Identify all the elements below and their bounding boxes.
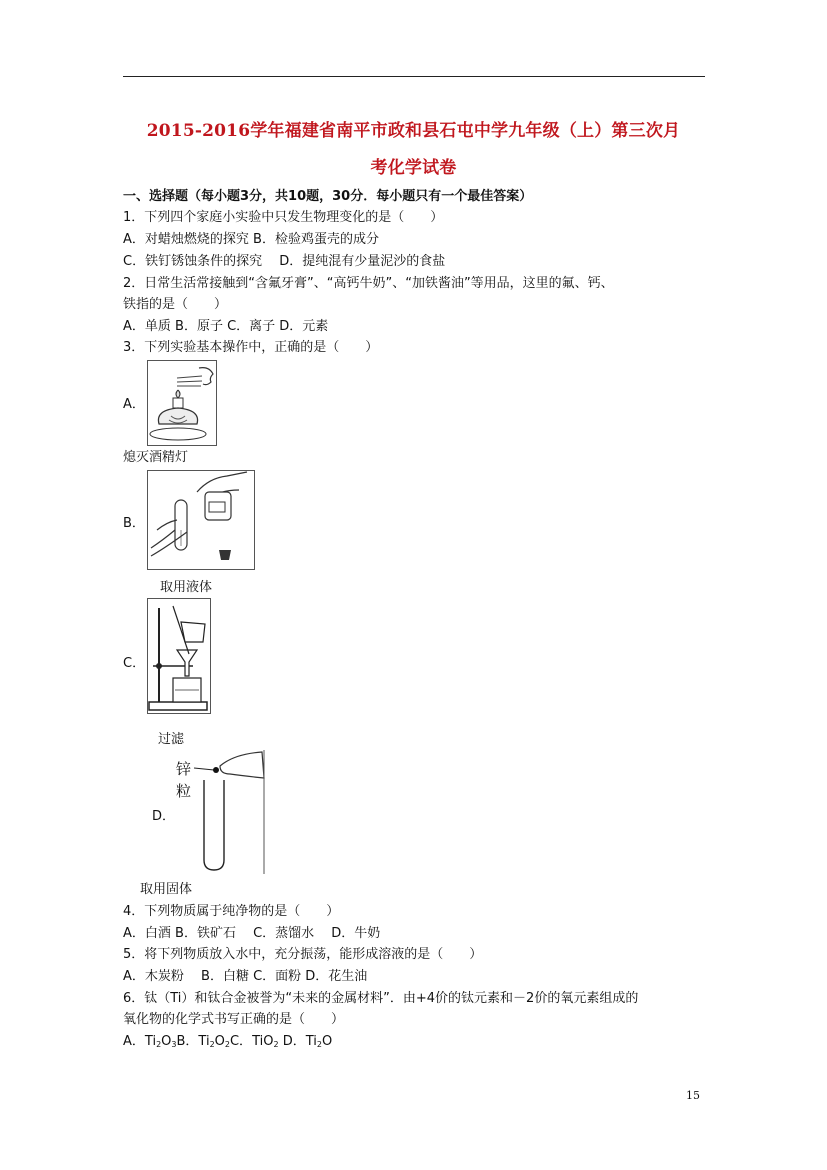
question-5-options: A．木炭粉 B．白糖 C．面粉 D．花生油 (123, 969, 368, 984)
question-2-stem-line1: 2．日常生活常接触到“含氟牙膏”、“高钙牛奶”、“加铁酱油”等用品，这里的氟、钙、 (123, 276, 614, 291)
zinc-label-1: 锌 (176, 760, 192, 778)
page-title-line1: 2015-2016学年福建省南平市政和县石屯中学九年级（上）第三次月 (146, 121, 681, 141)
question-1-stem: 1．下列四个家庭小实验中只发生物理变化的是（ ） (123, 210, 444, 225)
page-number: 15 (686, 1089, 700, 1102)
question-1-options-cd: C．铁钉锈蚀条件的探究 D．提纯混有少量泥沙的食盐 (123, 254, 446, 269)
option-a-label: A． (123, 1034, 145, 1049)
page-title-line2: 考化学试卷 (370, 158, 457, 178)
question-3-option-b-label: B． (123, 516, 145, 531)
question-3-option-b-caption: 取用液体 (160, 580, 213, 595)
question-2-stem-line2: 铁指的是（ ） (123, 297, 228, 312)
question-4-options: A．白酒 B．铁矿石 C．蒸馏水 D．牛奶 (123, 926, 381, 941)
question-3-option-a-label: A． (123, 397, 145, 412)
question-6-stem-line1: 6．钛（Ti）和钛合金被誉为“未来的金属材料”．由+4价的钛元素和－2价的氧元素组成的 (123, 991, 639, 1006)
question-3-option-d-caption: 取用固体 (140, 882, 193, 897)
question-6-stem-line2: 氧化物的化学式书写正确的是（ ） (123, 1012, 345, 1027)
question-1-options-ab: A．对蜡烛燃烧的探究 B．检验鸡蛋壳的成分 (123, 232, 379, 247)
question-3-option-d-label: D． (152, 809, 176, 824)
question-3-stem: 3．下列实验基本操作中，正确的是（ ） (123, 340, 379, 355)
section-heading: 一、选择题（每小题3分，共10题，30分．每小题只有一个最佳答案） (123, 189, 533, 204)
pouring-liquid-icon (147, 470, 255, 570)
header-rule (123, 76, 705, 77)
option-b-label: B． (176, 1034, 199, 1049)
question-3-option-c-caption: 过滤 (158, 732, 185, 747)
zinc-into-test-tube-icon (174, 750, 266, 874)
question-3-option-c-label: C． (123, 656, 146, 671)
question-5-stem: 5．将下列物质放入水中，充分振荡，能形成溶液的是（ ） (123, 947, 483, 962)
alcohol-lamp-blowing-icon (147, 360, 217, 446)
option-c-label: C． (229, 1034, 253, 1049)
question-3-option-a-caption: 熄灭酒精灯 (123, 450, 189, 465)
question-4-stem: 4．下列物质属于纯净物的是（ ） (123, 904, 340, 919)
option-d-label: D． (282, 1034, 306, 1049)
question-6-options: A．$Ti_2O_3B$．$Ti_2O_2C$．TiO$_2$ D．$Ti_2O$ (123, 1034, 333, 1049)
question-2-options: A．单质 B．原子 C．离子 D．元素 (123, 319, 329, 334)
filtration-setup-icon (147, 598, 211, 714)
zinc-label-2: 粒 (176, 782, 192, 800)
